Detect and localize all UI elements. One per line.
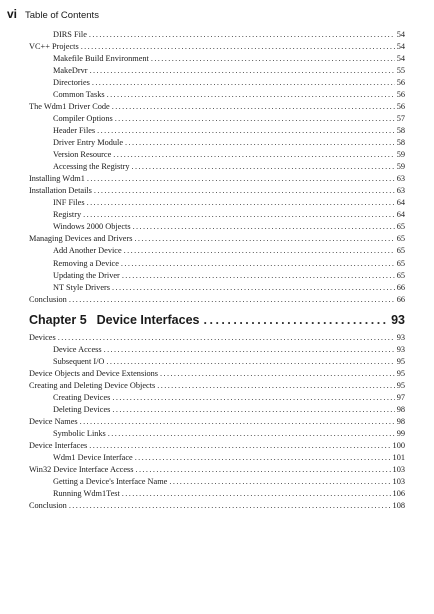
toc-entry: Removing a Device ..... 65	[29, 259, 405, 268]
toc-entry: Makefile Build Environment ..... 54	[29, 54, 405, 63]
toc-entry: Subsequent I/O ..... 95	[29, 357, 405, 366]
chapter-heading	[29, 313, 405, 327]
toc-entry: Creating and Deleting Device Objects ..... 95	[29, 381, 405, 390]
toc-entry: VC++ Projects ..... 54	[29, 42, 405, 51]
toc-entry: Common Tasks ..... 56	[29, 90, 405, 99]
toc-entry: MakeDrvr ..... 55	[29, 66, 405, 75]
toc-entry: INF Files ..... 64	[29, 198, 405, 207]
toc-entry: Devices ..... 93	[29, 333, 405, 342]
chapter-title: Device Interfaces	[96, 313, 200, 327]
toc-entry: Version Resource ..... 59	[29, 150, 405, 159]
chapter-page: 93	[391, 313, 405, 327]
toc-entry: Compiler Options ..... 57	[29, 114, 405, 123]
toc-entry: NT Style Drivers ..... 66	[29, 283, 405, 292]
toc-entry: Updating the Driver ..... 65	[29, 271, 405, 280]
toc-entry: Running Wdm1Test ..... 106	[29, 489, 405, 498]
toc-entry: Device Interfaces ..... 100	[29, 441, 405, 450]
toc-entry: Wdm1 Device Interface ..... 101	[29, 453, 405, 462]
toc-entry: Installation Details ..... 63	[29, 186, 405, 195]
toc-entry: Device Objects and Device Extensions ..... 95	[29, 369, 405, 378]
toc-entry: Managing Devices and Drivers ..... 65	[29, 234, 405, 243]
table-of-contents	[29, 0, 405, 614]
toc-entry: Directories ..... 56	[29, 78, 405, 87]
toc-entry: Win32 Device Interface Access ..... 103	[29, 465, 405, 474]
chapter-number: Chapter 5	[29, 313, 87, 327]
toc-entry: Device Access ..... 93	[29, 345, 405, 354]
toc-entry: Conclusion ..... 108	[29, 501, 405, 510]
page-number: vi	[7, 7, 18, 21]
toc-entry: Registry ..... 64	[29, 210, 405, 219]
toc-entry: Installing Wdm1 ..... 63	[29, 174, 405, 183]
toc-entry: Windows 2000 Objects ..... 65	[29, 222, 405, 231]
toc-entry: Add Another Device ..... 65	[29, 246, 405, 255]
toc-entry: Device Names ..... 98	[29, 417, 405, 426]
running-title: Table of Contents	[25, 10, 99, 21]
toc-entry: Getting a Device's Interface Name ..... 103	[29, 477, 405, 486]
toc-entry: Conclusion ..... 66	[29, 295, 405, 304]
toc-entry: Deleting Devices ..... 98	[29, 405, 405, 414]
toc-entry: The Wdm1 Driver Code ..... 56	[29, 102, 405, 111]
toc-entry: Header Files ..... 58	[29, 126, 405, 135]
toc-entry: Accessing the Registry ..... 59	[29, 162, 405, 171]
toc-entry: Symbolic Links ..... 99	[29, 429, 405, 438]
toc-entry: DIRS File ..... 54	[29, 30, 405, 39]
toc-entry: Creating Devices ..... 97	[29, 393, 405, 402]
toc-entry: Driver Entry Module ..... 58	[29, 138, 405, 147]
